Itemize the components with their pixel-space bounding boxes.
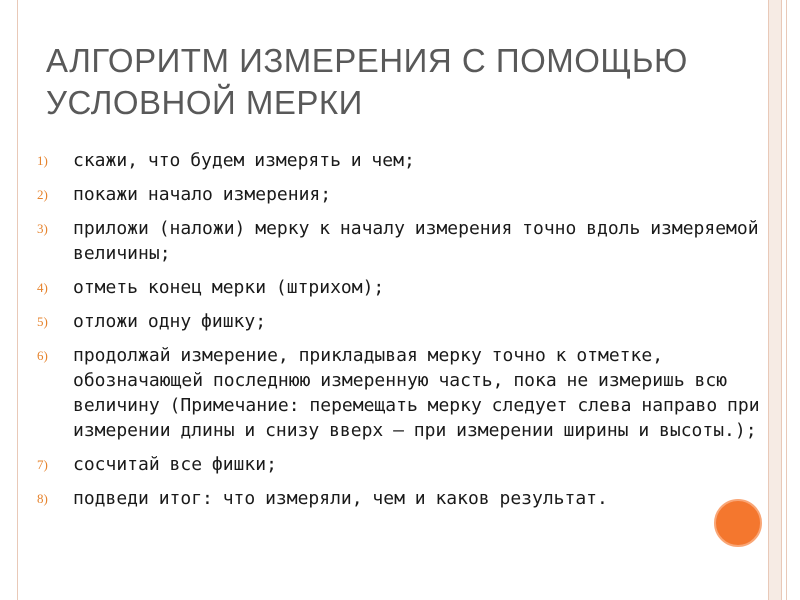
frame-right-outer-line [786, 0, 787, 600]
step-text: отметь конец мерки (штрихом); [73, 277, 385, 298]
step-text: покажи начало измерения; [73, 184, 332, 205]
list-item [37, 275, 767, 300]
step-number: 6) [37, 348, 48, 363]
step-number: 2) [37, 187, 48, 202]
step-text: продолжай измерение, прикладывая мерку точно к отметке, обозначающей последнюю измеренную часть, пока не измеришь всю величину (Примечание: перемещать мерку следует слева направо при измерении длины и снизу вверх – при измерении ширины и высоты.); [73, 345, 760, 441]
step-number: 7) [37, 457, 48, 472]
list-item [37, 343, 767, 443]
list-item [37, 452, 767, 477]
step-number: 5) [37, 314, 48, 329]
step-text: подведи итог: что измеряли, чем и каков результат. [73, 488, 608, 509]
step-number: 8) [37, 491, 48, 506]
decorative-circle [714, 499, 762, 547]
step-number: 3) [37, 221, 48, 236]
step-number: 1) [37, 153, 48, 168]
slide-title: АЛГОРИТМ ИЗМЕРЕНИЯ С ПОМОЩЬЮ УСЛОВНОЙ МЕРКИ [46, 42, 688, 121]
step-text: приложи (наложи) мерку к началу измерения точно вдоль измеряемой величины; [73, 218, 759, 264]
list-item [37, 148, 767, 173]
step-text: скажи, что будем измерять и чем; [73, 150, 415, 171]
step-text: отложи одну фишку; [73, 311, 267, 332]
list-item [37, 486, 767, 511]
frame-left-line [17, 0, 18, 600]
list-item [37, 216, 767, 266]
list-item [37, 182, 767, 207]
frame-right-band [768, 0, 782, 600]
step-text: сосчитай все фишки; [73, 454, 277, 475]
step-number: 4) [37, 280, 48, 295]
steps-list [37, 148, 767, 520]
list-item [37, 309, 767, 334]
